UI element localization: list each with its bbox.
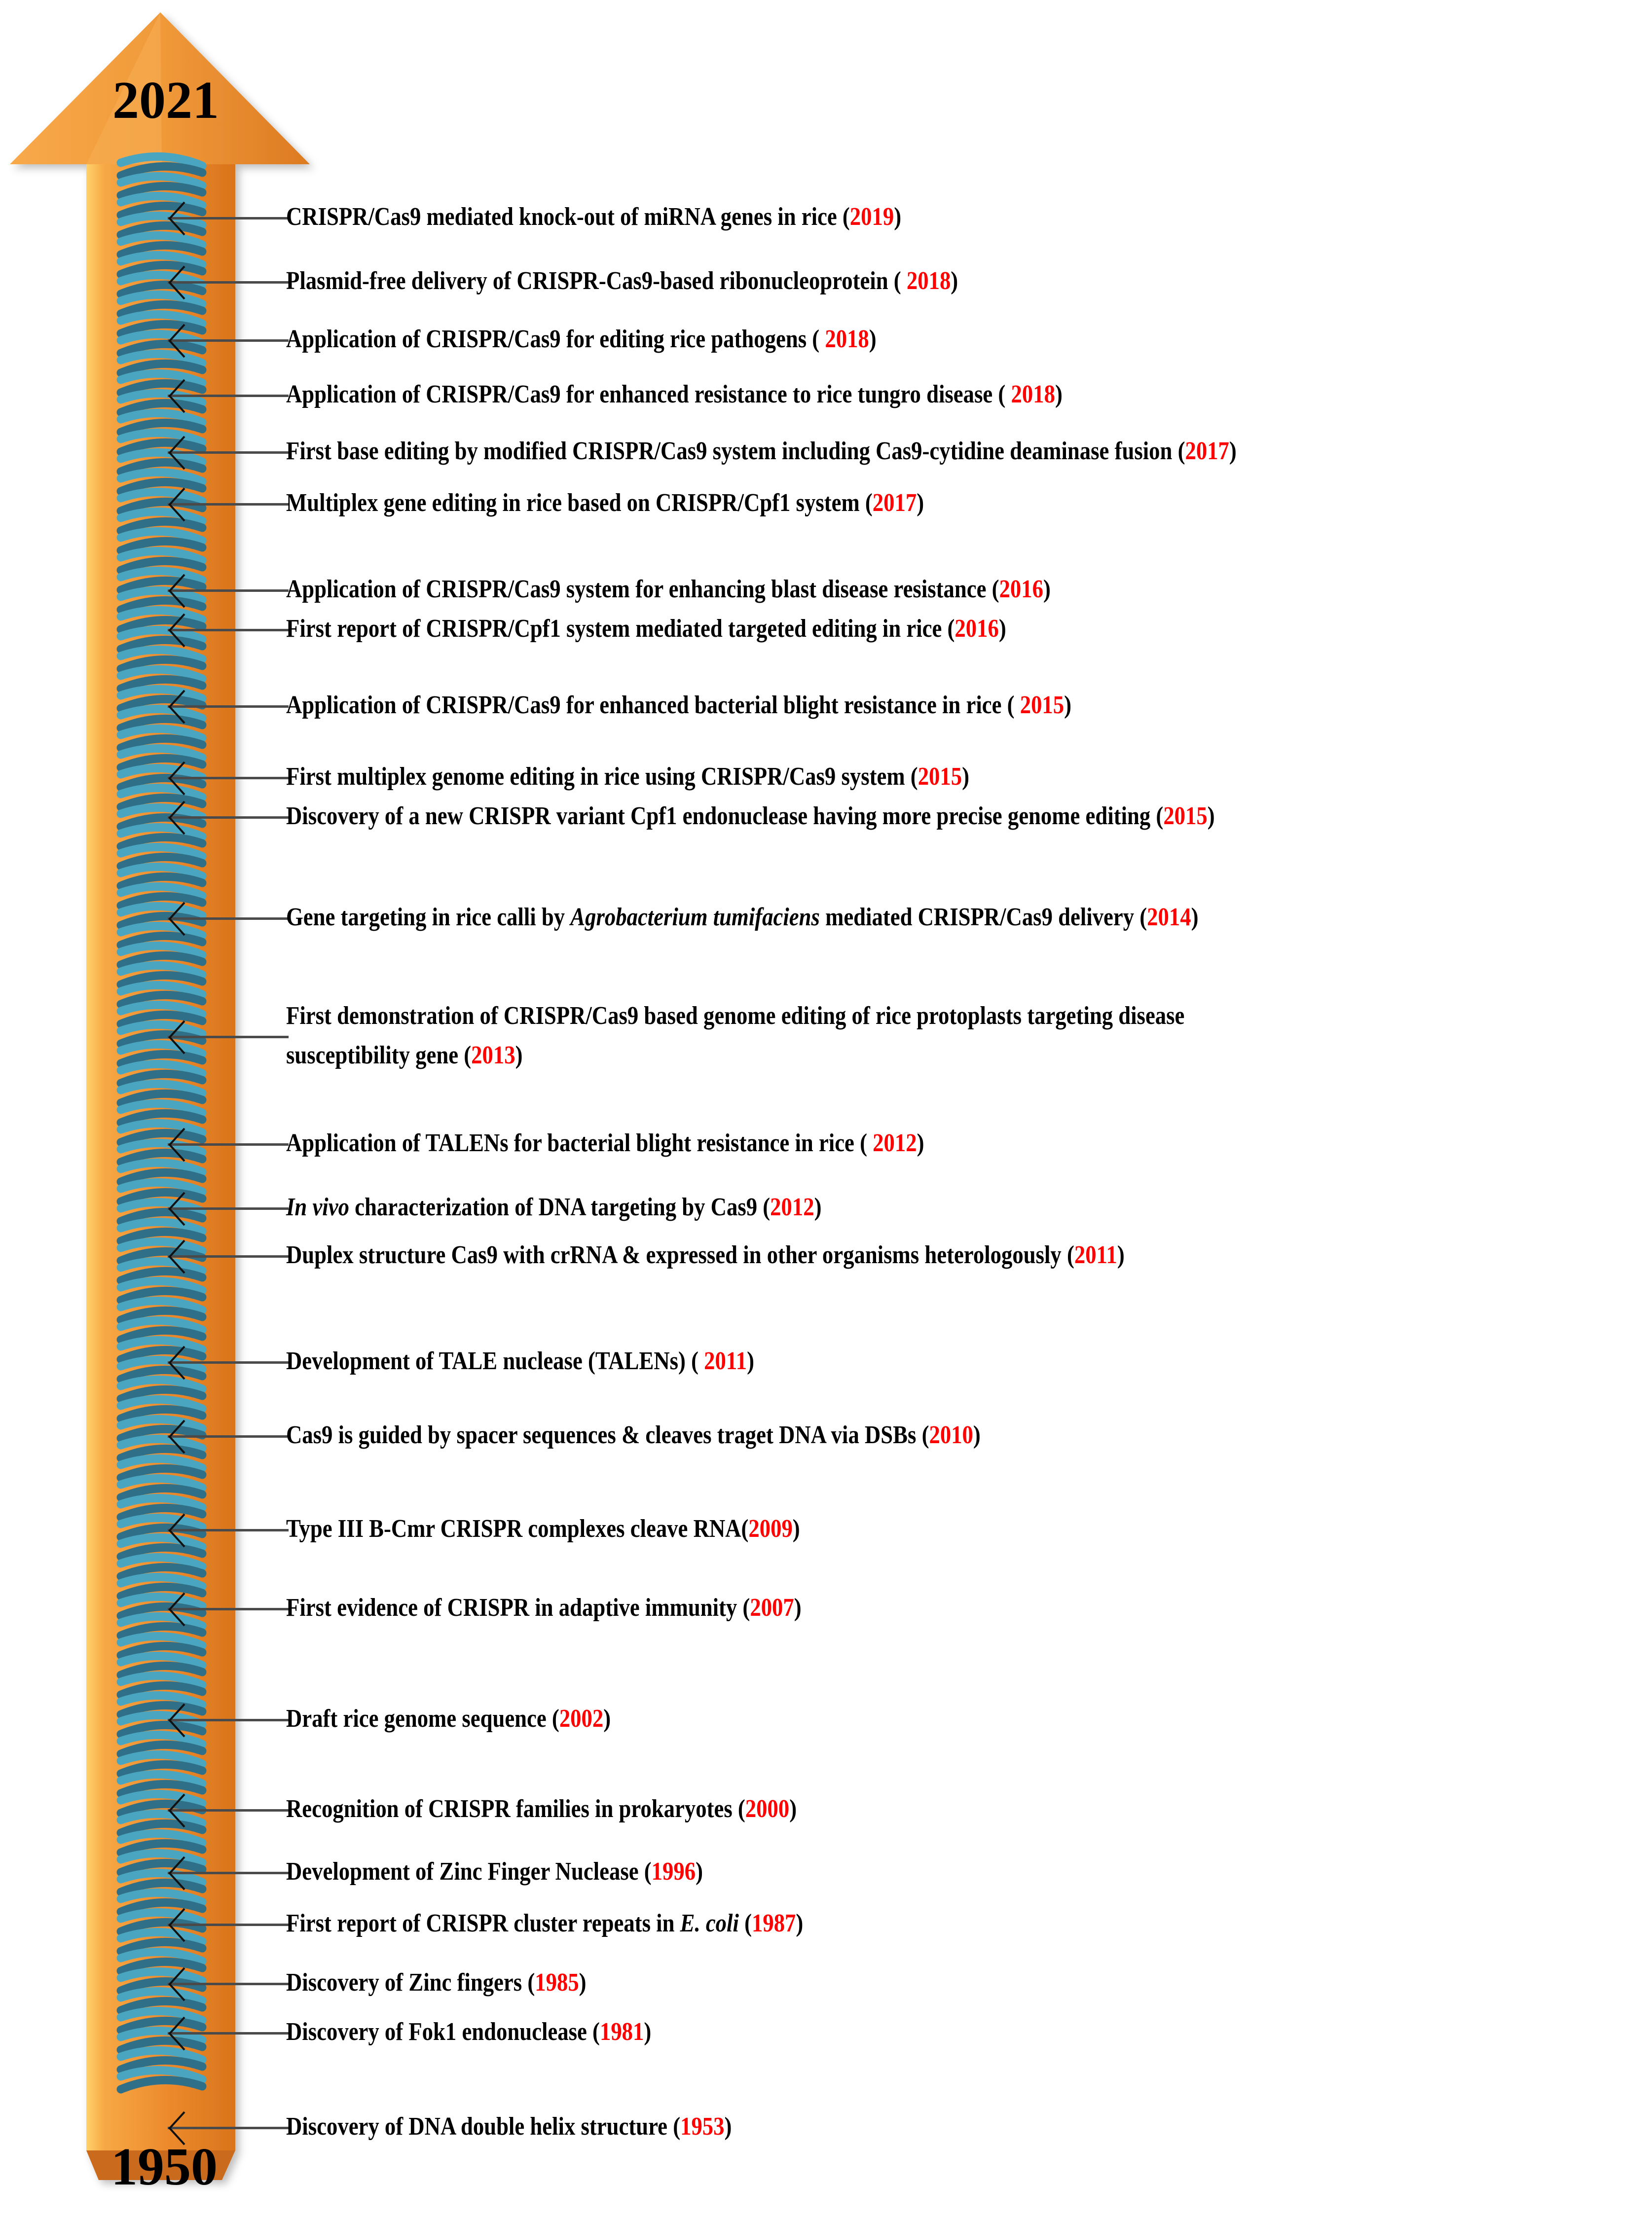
arrow-left-icon: [168, 379, 185, 413]
event-text: ): [1064, 691, 1072, 719]
arrow-left-icon: [168, 1793, 185, 1828]
event-text: ): [515, 1041, 523, 1069]
event-text: ): [796, 1909, 804, 1937]
event-label: [286, 898, 1199, 937]
connector-line: [168, 1255, 289, 1258]
arrow-left-icon: [168, 436, 185, 470]
event-text: ): [792, 1515, 800, 1543]
connector-line: [168, 1983, 289, 1985]
italic-term: In vivo: [286, 1193, 349, 1221]
event-text: Gene targeting in rice calli by: [286, 903, 571, 931]
arrow-left-icon: [168, 1513, 185, 1548]
event-year: 2016: [999, 575, 1044, 603]
connector-line: [168, 1608, 289, 1610]
arrow-left-icon: [168, 902, 185, 936]
event-text: ): [579, 1968, 587, 1997]
event-year: 1996: [651, 1857, 696, 1886]
arrow-left-icon: [168, 800, 185, 835]
event-text: ): [973, 1421, 981, 1449]
event-text: ): [1043, 575, 1051, 603]
arrow-left-icon: [168, 265, 185, 300]
event-year: 2015: [1020, 691, 1065, 719]
arrow-left-icon: [168, 1967, 185, 2001]
connector-line: [168, 217, 289, 219]
event-label: [286, 483, 924, 523]
connector-line: [168, 589, 289, 592]
event-text: Discovery of Fok1 endonuclease (: [286, 2018, 600, 2046]
event-text: First report of CRISPR/Cpf1 system mediated targeted editing in rice (: [286, 615, 955, 643]
arrow-left-icon: [168, 1020, 185, 1055]
event-label: [286, 797, 1215, 836]
event-year: 2015: [918, 763, 962, 791]
event-text: (: [738, 1909, 752, 1937]
event-label: [286, 1852, 703, 1892]
connector-line: [168, 451, 289, 454]
connector-line: [168, 339, 289, 342]
arrow-left-icon: [168, 1346, 185, 1380]
event-year: 2011: [704, 1347, 747, 1375]
event-text: ): [696, 1857, 703, 1886]
event-text: First report of CRISPR cluster repeats in: [286, 1909, 680, 1937]
event-text: ): [1207, 802, 1215, 830]
event-label: [286, 320, 877, 359]
connector-line: [168, 1361, 289, 1364]
connector-line: [168, 503, 289, 506]
event-label: [286, 1188, 822, 1227]
event-year: 2000: [745, 1795, 790, 1823]
connector-line: [168, 1924, 289, 1926]
arrow-left-icon: [168, 1592, 185, 1627]
connector-line: [168, 816, 289, 819]
event-text: Development of TALE nuclease (TALENs) (: [286, 1347, 704, 1375]
event-year: 2014: [1147, 903, 1191, 931]
arrow-left-icon: [168, 690, 185, 724]
event-text-line2: susceptibility gene (: [286, 1041, 472, 1069]
arrow-left-icon: [168, 2016, 185, 2051]
connector-line: [168, 2127, 289, 2129]
event-label: [286, 1124, 924, 1163]
event-year: 2015: [1163, 802, 1208, 830]
top-year-label: 2021: [112, 71, 219, 130]
event-text: Duplex structure Cas9 with crRNA & expressed in other organisms heterologously (: [286, 1241, 1074, 1269]
arrow-left-icon: [168, 1419, 185, 1454]
arrow-left-icon: [168, 324, 185, 358]
arrow-shape-icon: [0, 0, 326, 2217]
event-year: 2011: [1074, 1241, 1117, 1269]
connector-line: [168, 1719, 289, 1721]
event-text: Recognition of CRISPR families in prokaryotes (: [286, 1795, 745, 1823]
event-year: 2012: [873, 1129, 917, 1157]
connector-line: [168, 917, 289, 920]
event-label: [286, 570, 1051, 609]
event-label: [286, 432, 1237, 471]
event-label: [286, 609, 1006, 649]
event-text: Application of TALENs for bacterial blight resistance in rice (: [286, 1129, 873, 1157]
connector-line: [168, 1809, 289, 1812]
connector-line: [168, 629, 289, 631]
event-text: ): [1191, 903, 1199, 931]
event-text: ): [644, 2018, 652, 2046]
arrow-left-icon: [168, 1128, 185, 1162]
event-year: 1987: [751, 1909, 796, 1937]
arrow-left-icon: [168, 613, 185, 648]
event-label: [286, 686, 1071, 725]
event-year: 2016: [954, 615, 999, 643]
event-text: Discovery of a new CRISPR variant Cpf1 endonuclease having more precise genome editing (: [286, 802, 1164, 830]
event-text: Application of CRISPR/Cas9 system for enhancing blast disease resistance (: [286, 575, 999, 603]
bottom-year-label: 1950: [111, 2138, 218, 2196]
event-label: [286, 2107, 732, 2146]
event-label: [286, 1699, 611, 1739]
event-year: 1981: [599, 2018, 644, 2046]
arrow-left-icon: [168, 1703, 185, 1738]
event-label: [286, 1509, 800, 1549]
event-text: Multiplex gene editing in rice based on CRISPR/Cpf1 system (: [286, 489, 873, 517]
event-text: CRISPR/Cas9 mediated knock-out of miRNA genes in rice (: [286, 203, 850, 231]
event-year: 2009: [748, 1515, 793, 1543]
italic-term: E. coli: [680, 1909, 739, 1937]
event-text: Discovery of DNA double helix structure (: [286, 2112, 681, 2141]
connector-line: [168, 777, 289, 779]
connector-line: [168, 1036, 289, 1038]
event-label: [286, 1342, 754, 1381]
event-year: 2012: [770, 1193, 814, 1221]
event-text: Application of CRISPR/Cas9 for editing rice pathogens (: [286, 325, 825, 353]
event-text: ): [917, 489, 924, 517]
event-text: ): [869, 325, 877, 353]
event-text: ): [962, 763, 970, 791]
event-text: First multiplex genome editing in rice using CRISPR/Cas9 system (: [286, 763, 918, 791]
event-text: Development of Zinc Finger Nuclease (: [286, 1857, 652, 1886]
event-year: 2019: [849, 203, 894, 231]
event-year: 2018: [825, 325, 869, 353]
event-text: Application of CRISPR/Cas9 for enhanced bacterial blight resistance in rice (: [286, 691, 1020, 719]
event-label: [286, 1416, 981, 1455]
event-text: ): [998, 615, 1006, 643]
event-year: 2017: [872, 489, 917, 517]
connector-line: [168, 1435, 289, 1438]
event-label: [286, 1588, 802, 1628]
event-year: 1953: [680, 2112, 725, 2141]
arrow-left-icon: [168, 1239, 185, 1274]
connector-line: [168, 1207, 289, 1210]
event-label: [286, 1904, 803, 1943]
event-text: ): [917, 1129, 924, 1157]
event-text: ): [747, 1347, 755, 1375]
event-year: 2018: [906, 267, 951, 295]
event-label: [286, 1789, 797, 1829]
timeline-arrow: [0, 0, 326, 2217]
event-year: 2018: [1011, 380, 1055, 408]
connector-line: [168, 2032, 289, 2035]
connector-line: [168, 281, 289, 284]
event-text: ): [951, 267, 958, 295]
event-label: [286, 996, 1184, 1075]
event-text: ): [1055, 380, 1063, 408]
event-year: 2002: [559, 1705, 604, 1733]
event-text: ): [724, 2112, 732, 2141]
event-label: [286, 197, 901, 237]
event-text: Plasmid-free delivery of CRISPR-Cas9-based ribonucleoprotein (: [286, 267, 907, 295]
event-label: [286, 261, 958, 301]
event-label: [286, 375, 1063, 414]
arrow-left-icon: [168, 574, 185, 608]
event-text: First base editing by modified CRISPR/Cas9 system including Cas9-cytidine deaminase fusion (: [286, 437, 1185, 465]
italic-term: Agrobacterium tumifaciens: [570, 903, 820, 931]
connector-line: [168, 1872, 289, 1874]
event-text: Draft rice genome sequence (: [286, 1705, 559, 1733]
event-year: 2010: [929, 1421, 973, 1449]
arrow-left-icon: [168, 1856, 185, 1891]
event-text: ): [789, 1795, 797, 1823]
event-text: ): [1117, 1241, 1125, 1269]
event-label: [286, 2012, 651, 2052]
arrow-left-icon: [168, 201, 185, 236]
arrow-left-icon: [168, 1908, 185, 1942]
event-year: 2007: [750, 1594, 794, 1622]
event-text: First evidence of CRISPR in adaptive immunity (: [286, 1594, 750, 1622]
event-year: 1985: [535, 1968, 579, 1997]
event-text: Type III B-Cmr CRISPR complexes cleave RNA(: [286, 1515, 749, 1543]
event-year: 2013: [471, 1041, 515, 1069]
event-text: mediated CRISPR/Cas9 delivery (: [819, 903, 1147, 931]
event-text: First demonstration of CRISPR/Cas9 based genome editing of rice protoplasts targeting disease: [286, 1002, 1185, 1030]
connector-line: [168, 1529, 289, 1531]
event-text: Application of CRISPR/Cas9 for enhanced resistance to rice tungro disease (: [286, 380, 1011, 408]
event-text: ): [814, 1193, 822, 1221]
event-year: 2017: [1185, 437, 1229, 465]
event-text: ): [794, 1594, 802, 1622]
event-text: characterization of DNA targeting by Cas9 (: [349, 1193, 771, 1221]
event-text: Cas9 is guided by spacer sequences & cleaves traget DNA via DSBs (: [286, 1421, 929, 1449]
event-label: [286, 1963, 587, 2002]
arrow-left-icon: [168, 1192, 185, 1226]
arrow-left-icon: [168, 2111, 185, 2146]
connector-line: [168, 395, 289, 397]
arrow-left-icon: [168, 487, 185, 522]
event-text: ): [894, 203, 902, 231]
event-label: [286, 757, 969, 797]
event-label: [286, 1236, 1125, 1275]
event-text: Discovery of Zinc fingers (: [286, 1968, 535, 1997]
event-text: ): [603, 1705, 611, 1733]
arrow-left-icon: [168, 761, 185, 796]
connector-line: [168, 705, 289, 708]
connector-line: [168, 1143, 289, 1146]
event-text: ): [1229, 437, 1237, 465]
